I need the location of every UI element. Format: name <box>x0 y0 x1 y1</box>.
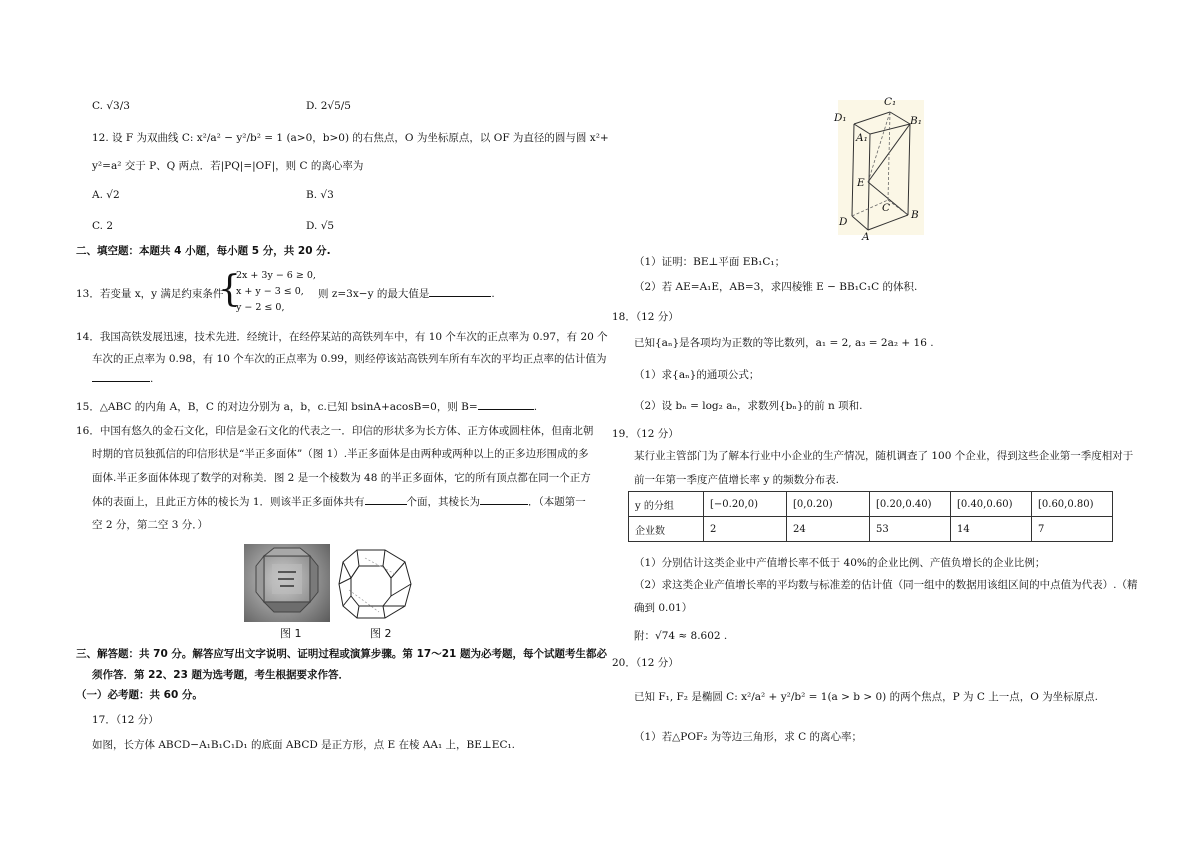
q20-heading: 20．（12 分） <box>612 657 679 669</box>
section-3-heading-line1: 三、解答题：共 70 分。解答应写出文字说明、证明过程或演算步骤。第 17～21 题为必考题，每个试题考生都必 <box>76 648 607 660</box>
table-cell-group: [−0.20,0) <box>704 492 787 517</box>
q14-line1: 14．我国高铁发展迅速，技术先进．经统计，在经停某站的高铁列车中，有 10 个车次的正点率为 0.97，有 20 个 <box>76 331 608 343</box>
table-cell-group: [0,0.20) <box>787 492 870 517</box>
q12-option-c: C. 2 <box>92 220 114 232</box>
q14-answer-blank: . <box>92 373 153 386</box>
q12-option-d: D. √5 <box>306 220 335 232</box>
table-row-groups <box>629 492 1113 517</box>
q18-part1: （1）求{aₙ}的通项公式； <box>634 369 760 381</box>
q17-part1: （1）证明：BE⊥平面 EB₁C₁； <box>634 256 786 268</box>
q11-option-c: C. √3/3 <box>92 100 130 112</box>
section-2-heading: 二、填空题：本题共 4 小题，每小题 5 分，共 20 分. <box>76 245 331 257</box>
label-A1: A₁ <box>856 132 868 144</box>
q14-line2: 车次的正点率为 0.98，有 10 个车次的正点率为 0.99，则经停该站高铁列车所有车次的平均正点率的估计值为 <box>92 353 607 365</box>
q19-line2: 前一年第一季度产值增长率 y 的频数分布表. <box>634 474 839 486</box>
table-cell-count: 24 <box>787 517 870 542</box>
label-E: E <box>857 177 865 189</box>
q19-heading: 19．（12 分） <box>612 428 679 440</box>
seal-facets-graphic <box>244 544 330 622</box>
table-row-label: y 的分组 <box>629 492 704 517</box>
q19-note: 附：√74 ≈ 8.602 . <box>634 630 728 642</box>
q18-part2: （2）设 bₙ = log₂ aₙ，求数列{bₙ}的前 n 项和. <box>634 400 863 412</box>
q20-body: 已知 F₁, F₂ 是椭圆 C: x²/a² + y²/b² = 1(a > b > 0) 的两个焦点，P 为 C 上一点，O 为坐标原点. <box>634 691 1098 703</box>
q18-heading: 18．（12 分） <box>612 311 679 323</box>
q12-line1: 12. 设 F 为双曲线 C: x²/a² − y²/b² = 1 (a>0，b>0) 的右焦点，O 为坐标原点，以 OF 为直径的圆与圆 x²+ <box>92 132 609 144</box>
q16-line4 <box>92 496 586 509</box>
q17-body: 如图，长方体 ABCD−A₁B₁C₁D₁ 的底面 ABCD 是正方形，点 E 在棱 AA₁ 上，BE⊥EC₁. <box>92 739 516 751</box>
q16-line2: 时期的官员独孤信的印信形状是“半正多面体”（图 1）.半正多面体是由两种或两种以上的正多边形围成的多 <box>92 448 589 460</box>
q13-brace: { <box>218 269 241 310</box>
seal-photo-figure-1 <box>244 544 330 622</box>
q11-option-d: D. 2√5/5 <box>306 100 351 112</box>
q19-part1: （1）分别估计这类企业中产值增长率不低于 40%的企业比例、产值负增长的企业比例； <box>634 557 1046 569</box>
q18-body: 已知{aₙ}是各项均为正数的等比数列，a₁ = 2, a₃ = 2a₂ + 16 . <box>634 337 934 349</box>
label-B1: B₁ <box>910 115 922 127</box>
table-cell-count: 53 <box>870 517 951 542</box>
q12-option-a: A. √2 <box>92 189 120 201</box>
table-cell-count: 7 <box>1032 517 1113 542</box>
q19-line1: 某行业主管部门为了解本行业中小企业的生产情况，随机调查了 100 个企业，得到这些企业第一季度相对于 <box>634 450 1134 462</box>
table-cell-count: 14 <box>951 517 1032 542</box>
table-cell-group: [0.40,0.60) <box>951 492 1032 517</box>
polyhedron-figure-2 <box>335 544 415 624</box>
q13-suffix: 则 z=3x−y 的最大值是 . <box>318 288 495 300</box>
section-3-heading-line2: 须作答．第 22、23 题为选考题，考生根据要求作答． <box>92 669 350 681</box>
q16-line1: 16．中国有悠久的金石文化，印信是金石文化的代表之一．印信的形状多为长方体、正方体或圆柱体，但南北朝 <box>76 425 594 437</box>
figure-1-caption: 图 1 <box>280 627 302 640</box>
q16-line4b: 个面，其棱长为 <box>406 496 481 508</box>
q13-answer-blank <box>429 296 491 297</box>
frequency-table <box>628 491 1113 542</box>
label-C: C <box>882 202 891 214</box>
q12-line2: y²=a² 交于 P、Q 两点．若|PQ|=|OF|，则 C 的离心率为 <box>92 160 364 172</box>
label-C1: C₁ <box>884 96 897 108</box>
section-3-subheading: （一）必考题：共 60 分。 <box>76 689 203 701</box>
q17-heading: 17．（12 分） <box>92 714 159 726</box>
q13-prefix: 13．若变量 x，y 满足约束条件 <box>76 288 224 300</box>
q15-answer-blank <box>478 409 534 410</box>
q16-line4a: 体的表面上，且此正方体的棱长为 1．则该半正多面体共有 <box>92 496 365 508</box>
table-cell-group: [0.20,0.40) <box>870 492 951 517</box>
q16-line5: 空 2 分，第二空 3 分．） <box>92 519 208 531</box>
q20-part1: （1）若△POF₂ 为等边三角形，求 C 的离心率； <box>634 731 862 743</box>
q13-suffix-text: 则 z=3x−y 的最大值是 <box>318 288 430 300</box>
table-cell-group: [0.60,0.80) <box>1032 492 1113 517</box>
q13-constraint-3: y − 2 ≤ 0, <box>236 302 285 313</box>
q16-line3: 面体.半正多面体体现了数学的对称美．图 2 是一个棱数为 48 的半正多面体，它的所有顶点都在同一个正方 <box>92 472 591 484</box>
table-row-label: 企业数 <box>629 517 704 542</box>
q15-line: 15．△ABC 的内角 A，B，C 的对边分别为 a，b，c.已知 bsinA+acosB=0，则 B= . <box>76 401 538 413</box>
label-A: A <box>862 231 870 243</box>
table-cell-count: 2 <box>704 517 787 542</box>
q19-part2b: 确到 0.01） <box>634 602 693 614</box>
label-D1: D₁ <box>834 112 847 124</box>
label-B: B <box>911 209 919 221</box>
q16-line4c: ．（本题第一 <box>528 496 586 508</box>
q16-blank-2 <box>480 504 528 505</box>
label-D: D <box>839 216 848 228</box>
q13-constraint-1: 2x + 3y − 6 ≥ 0, <box>236 270 316 281</box>
q15-text: 15．△ABC 的内角 A，B，C 的对边分别为 a，b，c.已知 bsinA+acosB=0，则 B= <box>76 401 478 413</box>
table-row-counts <box>629 517 1113 542</box>
figure-2-caption: 图 2 <box>370 627 392 640</box>
q17-part2: （2）若 AE=A₁E，AB=3，求四棱锥 E − BB₁C₁C 的体积. <box>634 281 918 293</box>
q16-blank-1 <box>365 504 407 505</box>
q12-option-b: B. √3 <box>306 189 334 201</box>
q13-constraint-2: x + y − 3 ≤ 0, <box>236 286 304 297</box>
q19-part2a: （2）求这类企业产值增长率的平均数与标准差的估计值（同一组中的数据用该组区间的中点值为代表）.（精 <box>634 579 1138 591</box>
